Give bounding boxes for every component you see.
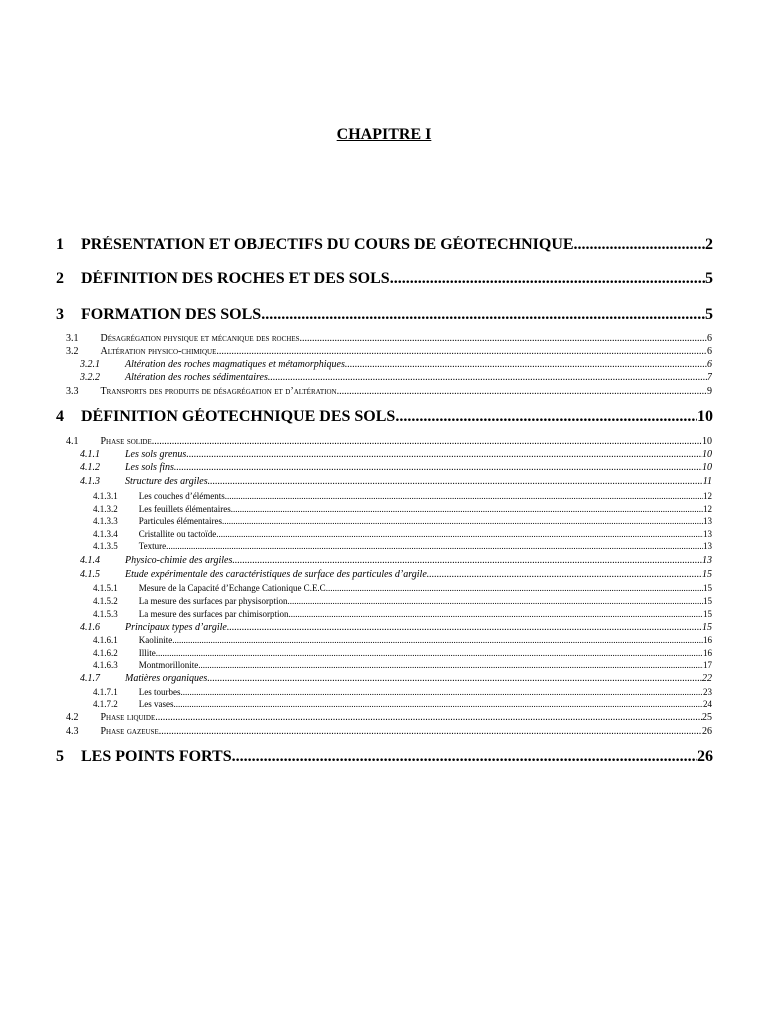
toc-leader-dots [574, 236, 705, 254]
toc-leader-dots [288, 609, 703, 619]
toc-leader-dots [427, 569, 702, 580]
toc-entry-page: 13 [702, 555, 712, 566]
toc-entry-title: Désagrégation physique et mécanique des roches [100, 333, 300, 344]
toc-entry-page: 15 [702, 569, 712, 580]
toc-entry-title: Kaolinite [138, 635, 173, 645]
toc-entry-page: 16 [703, 635, 712, 645]
toc-leader-dots [174, 699, 704, 709]
toc-entry[interactable] [80, 476, 712, 489]
toc-entry[interactable] [93, 491, 712, 503]
chapter-title: CHAPITRE I [336, 126, 432, 143]
toc-entry-number: 4.1.5.2 [93, 596, 118, 606]
toc-entry-title: Physico-chimie des argiles [125, 555, 233, 566]
toc-entry-page: 10 [702, 436, 712, 447]
toc-entry-page: 26 [702, 726, 712, 737]
toc-entry-page: 15 [703, 583, 712, 593]
toc-leader-dots [232, 555, 702, 566]
toc-entry-title: Montmorillonite [138, 660, 199, 670]
toc-entry[interactable] [56, 270, 713, 292]
toc-entry-title: LES POINTS FORTS [81, 748, 232, 765]
toc-entry[interactable] [80, 372, 712, 385]
toc-entry-title: Les tourbes [138, 687, 181, 697]
toc-entry-page: 25 [702, 712, 712, 723]
toc-leader-dots [155, 712, 702, 723]
toc-entry-number: 4.1.6.1 [93, 635, 118, 645]
toc-entry-title: DÉFINITION DES ROCHES ET DES SOLS [81, 270, 390, 287]
toc-leader-dots [172, 635, 703, 645]
toc-entry[interactable] [56, 748, 713, 770]
toc-entry-number: 1 [56, 236, 64, 253]
toc-entry-number: 4.1.4 [80, 555, 100, 566]
toc-entry-page: 10 [702, 449, 712, 460]
toc-entry-title: Phase liquide [100, 712, 156, 723]
toc-entry-page: 10 [702, 462, 712, 473]
toc-entry-title: Texture [138, 541, 167, 551]
toc-leader-dots [227, 622, 702, 633]
toc-entry-page: 23 [703, 687, 712, 697]
toc-entry-number: 4.1.3.4 [93, 529, 118, 539]
toc-entry-page: 5 [705, 270, 713, 287]
toc-entry-number: 4.1.6.3 [93, 660, 118, 670]
toc-entry[interactable] [66, 712, 712, 725]
toc-entry[interactable] [80, 569, 712, 582]
toc-leader-dots [156, 648, 703, 658]
toc-entry-page: 11 [702, 476, 712, 487]
toc-entry-page: 24 [703, 699, 712, 709]
toc-entry-number: 4.1.6 [80, 622, 100, 633]
toc-entry[interactable] [66, 333, 712, 346]
toc-leader-dots [390, 270, 705, 288]
toc-entry-title: Mesure de la Capacité d’Echange Cationique C.E.C [138, 583, 326, 593]
toc-leader-dots [287, 596, 703, 606]
toc-entry[interactable] [80, 449, 712, 462]
toc-entry-page: 13 [703, 529, 712, 539]
toc-leader-dots [208, 476, 703, 487]
toc-entry-page: 6 [707, 346, 712, 357]
toc-entry-number: 4.1.3.3 [93, 516, 118, 526]
toc-entry-number: 4.3 [66, 726, 79, 737]
toc-entry[interactable] [93, 609, 712, 621]
toc-entry-title: Phase solide [100, 436, 152, 447]
toc-entry[interactable] [93, 541, 712, 553]
toc-entry[interactable] [56, 408, 713, 430]
toc-entry-number: 3.1 [66, 333, 79, 344]
toc-entry-page: 15 [703, 596, 712, 606]
toc-leader-dots [345, 359, 707, 370]
toc-entry-title: Transports des produits de désagrégation et d’altération [100, 386, 337, 397]
toc-entry[interactable] [56, 306, 713, 328]
toc-entry-number: 4.1.7 [80, 673, 100, 684]
toc-entry-page: 6 [707, 359, 712, 370]
toc-entry-title: La mesure des surfaces par physisorption [138, 596, 288, 606]
toc-entry-title: Etude expérimentale des caractéristiques de surface des particules d’argile [125, 569, 427, 580]
toc-entry-number: 4.1.5.1 [93, 583, 118, 593]
toc-entry[interactable] [80, 359, 712, 372]
toc-entry[interactable] [56, 236, 713, 258]
toc-entry-number: 4.1.7.1 [93, 687, 118, 697]
toc-entry[interactable] [93, 504, 712, 516]
toc-entry-page: 6 [707, 333, 712, 344]
toc-entry-title: Phase gazeuse [100, 726, 159, 737]
toc-leader-dots [159, 726, 702, 737]
toc-entry-title: DÉFINITION GÉOTECHNIQUE DES SOLS [81, 408, 396, 425]
toc-entry-title: FORMATION DES SOLS [81, 306, 262, 323]
toc-entry[interactable] [80, 462, 712, 475]
toc-entry[interactable] [93, 596, 712, 608]
toc-entry[interactable] [93, 660, 712, 672]
toc-entry-number: 4.1.5.3 [93, 609, 118, 619]
toc-entry[interactable] [80, 622, 712, 635]
toc-entry-number: 3.3 [66, 386, 79, 397]
toc-entry-title: Altération des roches magmatiques et métamorphiques [125, 359, 345, 370]
toc-entry-number: 2 [56, 270, 64, 287]
toc-entry[interactable] [93, 635, 712, 647]
toc-leader-dots [300, 333, 707, 344]
toc-entry-title: Principaux types d’argile [125, 622, 227, 633]
toc-entry-title: La mesure des surfaces par chimisorption [138, 609, 289, 619]
toc-entry-number: 4.1.7.2 [93, 699, 118, 709]
toc-entry[interactable] [93, 529, 712, 541]
toc-entry[interactable] [80, 673, 712, 686]
toc-entry[interactable] [66, 436, 712, 449]
toc-leader-dots [174, 462, 702, 473]
toc-leader-dots [261, 306, 705, 324]
toc-leader-dots [181, 687, 704, 697]
toc-entry-number: 4.1.2 [80, 462, 100, 473]
toc-entry-page: 17 [703, 660, 712, 670]
toc-leader-dots [216, 529, 703, 539]
toc-entry-page: 12 [703, 491, 712, 501]
toc-entry-number: 4.1.3 [80, 476, 100, 487]
toc-entry-number: 4.2 [66, 712, 79, 723]
toc-entry-number: 4.1.3.1 [93, 491, 118, 501]
toc-entry-title: Les sols fins [125, 462, 174, 473]
toc-entry[interactable] [93, 699, 712, 711]
toc-leader-dots [222, 516, 703, 526]
toc-entry-page: 12 [703, 504, 712, 514]
toc-leader-dots [231, 504, 703, 514]
toc-entry-number: 4.1.3.2 [93, 504, 118, 514]
toc-entry[interactable] [93, 583, 712, 595]
toc-entry-number: 3.2.1 [80, 359, 100, 370]
toc-entry-title: Altération physico-chimique [100, 346, 217, 357]
toc-leader-dots [166, 541, 703, 551]
toc-entry-title: Les couches d’éléments [138, 491, 225, 501]
toc-entry-number: 3.2 [66, 346, 79, 357]
toc-entry-title: Illite [138, 648, 156, 658]
toc-leader-dots [337, 386, 707, 397]
toc-entry-page: 9 [707, 386, 712, 397]
toc-entry-title: Particules élémentaires [138, 516, 222, 526]
toc-entry[interactable] [66, 726, 712, 739]
toc-leader-dots [198, 660, 703, 670]
toc-leader-dots [207, 673, 702, 684]
toc-entry-page: 15 [702, 622, 712, 633]
toc-leader-dots [268, 372, 707, 383]
toc-entry-title: Matières organiques [125, 673, 208, 684]
toc-entry-page: 16 [703, 648, 712, 658]
toc-entry-page: 13 [703, 516, 712, 526]
toc-entry[interactable] [80, 555, 712, 568]
toc-entry[interactable] [66, 386, 712, 399]
toc-entry-title: Cristallite ou tactoïde [138, 529, 217, 539]
toc-entry-number: 4.1.3.5 [93, 541, 118, 551]
toc-entry-page: 2 [705, 236, 713, 253]
toc-entry[interactable] [93, 687, 712, 699]
toc-entry-number: 5 [56, 748, 64, 765]
toc-entry-page: 10 [697, 408, 713, 425]
toc-entry-page: 22 [702, 673, 712, 684]
toc-leader-dots [326, 583, 703, 593]
toc-entry-title: Structure des argiles [125, 476, 208, 487]
toc-entry-page: 7 [707, 372, 712, 383]
toc-entry-number: 3 [56, 306, 64, 323]
toc-entry-number: 4.1.1 [80, 449, 100, 460]
toc-entry-number: 4.1 [66, 436, 79, 447]
toc-entry-title: Les sols grenus [125, 449, 187, 460]
toc-entry-number: 4.1.5 [80, 569, 100, 580]
toc-leader-dots [186, 449, 702, 460]
toc-entry[interactable] [93, 648, 712, 660]
toc-entry[interactable] [93, 516, 712, 528]
toc-entry-page: 13 [703, 541, 712, 551]
toc-entry-page: 5 [705, 306, 713, 323]
toc-leader-dots [216, 346, 707, 357]
toc-entry-title: Les feuillets élémentaires [138, 504, 231, 514]
toc-entry-title: PRÉSENTATION ET OBJECTIFS DU COURS DE GÉOTECHNIQUE [81, 236, 574, 253]
toc-leader-dots [395, 408, 697, 426]
toc-entry-title: Les vases [138, 699, 174, 709]
toc-entry-number: 4.1.6.2 [93, 648, 118, 658]
toc-entry-number: 3.2.2 [80, 372, 100, 383]
toc-leader-dots [225, 491, 703, 501]
toc-leader-dots [152, 436, 702, 447]
toc-entry-number: 4 [56, 408, 64, 425]
toc-entry-page: 15 [703, 609, 712, 619]
toc-entry-page: 26 [697, 748, 713, 765]
toc-leader-dots [232, 748, 697, 766]
toc-entry-title: Altération des roches sédimentaires [125, 372, 268, 383]
toc-entry[interactable] [66, 346, 712, 359]
